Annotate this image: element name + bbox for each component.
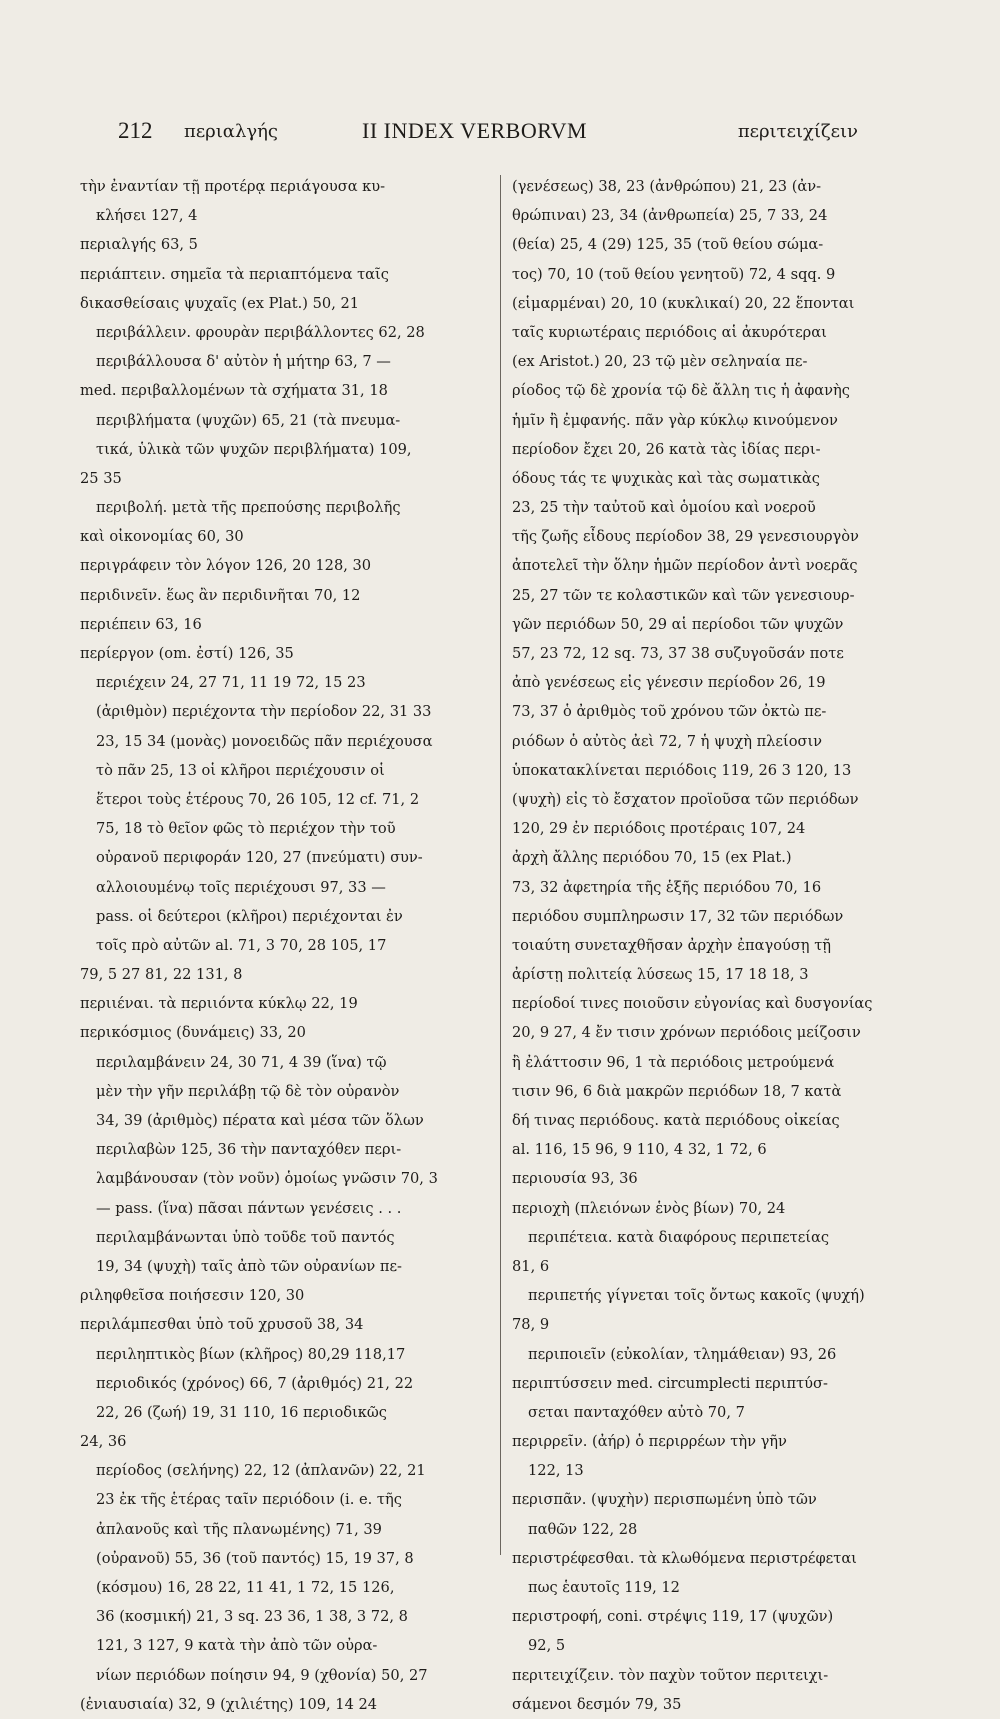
index-line: 23 ἐκ τῆς ἑτέρας ταῖν περιόδοιν (i. e. τῆς: [96, 1491, 402, 1509]
index-line: λαμβάνουσαν (τὸν νοῦν) ὁμοίως γνῶσιν 70, 3: [96, 1170, 438, 1188]
index-line: περιοδικός (χρόνος) 66, 7 (ἀριθμός) 21, 22: [96, 1374, 414, 1392]
index-line: ἀπὸ γενέσεως εἰς γένεσιν περίοδον 26, 19: [512, 674, 826, 692]
index-line: περιληπτικὸς βίων (κλῆρος) 80,29 118,17: [96, 1345, 406, 1363]
index-line: περίοδον ἔχει 20, 26 κατὰ τὰς ἰδίας περι-: [512, 440, 821, 458]
index-line: (γενέσεως) 38, 23 (ἀνθρώπου) 21, 23 (ἀν-: [512, 178, 822, 195]
index-line: 73, 37 ὁ ἀριθμὸς τοῦ χρόνου τῶν ὀκτὼ πε-: [512, 703, 827, 721]
index-line: περιλαμβάνειν 24, 30 71, 4 39 (ἵνα) τῷ: [96, 1053, 387, 1071]
index-line: περιβολή. μετὰ τῆς πρεπούσης περιβολῆς: [96, 499, 401, 517]
index-line: γῶν περιόδων 50, 29 αἱ περίοδοι τῶν ψυχῶν: [512, 615, 844, 633]
header-title: II INDEX VERBORVM: [362, 118, 588, 143]
index-line: περιστρέφεσθαι. τὰ κλωθόμενα περιστρέφεται: [512, 1549, 857, 1567]
index-line: ταῖς κυριωτέραις περιόδοις αἱ ἀκυρότεραι: [512, 323, 827, 341]
index-line: ρίοδος τῷ δὲ χρονία τῷ δὲ ἄλλη τις ἡ ἀφανὴς: [512, 382, 850, 400]
index-line: περιρρεῖν. (ἀήρ) ὁ περιρρέων τὴν γῆν: [512, 1433, 787, 1451]
index-line: περίεργον (om. ἐστί) 126, 35: [80, 645, 294, 662]
index-line: (ex Aristot.) 20, 23 τῷ μὲν σεληναία πε-: [512, 353, 808, 371]
index-line: περιλαμβάνωνται ὑπὸ τοῦδε τοῦ παντός: [96, 1228, 395, 1246]
index-line: (ψυχὴ) εἰς τὸ ἔσχατον προϊοῦσα τῶν περιόδων: [512, 790, 859, 808]
index-line: περιάπτειν. σημεῖα τὰ περιαπτόμενα ταῖς: [80, 265, 389, 283]
index-line: 121, 3 127, 9 κατὰ τὴν ἀπὸ τῶν οὐρα-: [96, 1637, 378, 1655]
index-line: περιστροφή, coni. στρέψις 119, 17 (ψυχῶν): [512, 1608, 834, 1626]
index-line: αλλοιουμένῳ τοῖς περιέχουσι 97, 33 —: [96, 878, 386, 896]
index-line: 120, 29 ἐν περιόδοις προτέραις 107, 24: [512, 820, 806, 838]
index-line: περιοχὴ (πλειόνων ἑνὸς βίων) 70, 24: [512, 1199, 786, 1217]
index-line: al. 116, 15 96, 9 110, 4 32, 1 72, 6: [512, 1141, 767, 1159]
header-last-entry: περιτειχίζειν: [737, 121, 858, 142]
index-line: ἀρχὴ ἄλλης περιόδου 70, 15 (ex Plat.): [512, 849, 792, 867]
index-line: περίοδοί τινες ποιοῦσιν εὐγονίας καὶ δυσγονίας: [512, 995, 873, 1013]
index-line: περιτειχίζειν. τὸν παχὺν τοῦτον περιτειχι-: [512, 1666, 829, 1684]
index-line: 78, 9: [512, 1316, 550, 1334]
index-line: περιπέτεια. κατὰ διαφόρους περιπετείας: [528, 1228, 830, 1246]
index-line: περιλάμπεσθαι ὑπὸ τοῦ χρυσοῦ 38, 34: [80, 1316, 364, 1334]
index-line: τοῖς πρὸ αὐτῶν al. 71, 3 70, 28 105, 17: [96, 936, 387, 954]
index-line: τὸ πᾶν 25, 13 οἱ κλῆροι περιέχουσιν οἱ: [96, 761, 385, 779]
index-line: (θεία) 25, 4 (29) 125, 35 (τοῦ θείου σώμα-: [512, 236, 824, 254]
running-head: [118, 118, 858, 154]
index-line: μὲν τὴν γῆν περιλάβῃ τῷ δὲ τὸν οὐρανὸν: [96, 1082, 400, 1100]
header-first-entry: περιαλγής: [184, 121, 278, 142]
index-line: ἡμῖν ἢ ἐμφανής. πᾶν γὰρ κύκλῳ κινούμενον: [512, 411, 838, 429]
index-line: med. περιβαλλομένων τὰ σχήματα 31, 18: [80, 382, 388, 400]
index-line: περιαλγής 63, 5: [80, 236, 198, 254]
index-line: (ἀριθμὸν) περιέχοντα τὴν περίοδον 22, 31 33: [96, 703, 432, 721]
index-line: καὶ οἰκονομίας 60, 30: [80, 528, 244, 546]
index-line: οὐρανοῦ περιφοράν 120, 27 (πνεύματι) συν-: [96, 849, 423, 867]
index-line: τῆς ζωῆς εἶδους περίοδον 38, 29 γενεσιουργὸν: [512, 528, 859, 546]
index-line: όδους τάς τε ψυχικὰς καὶ τὰς σωματικὰς: [512, 469, 820, 487]
index-line: δικασθείσαις ψυχαῖς (ex Plat.) 50, 21: [80, 294, 360, 312]
index-line: περιποιεῖν (εὐκολίαν, τλημάθειαν) 93, 26: [528, 1345, 837, 1363]
index-line: θρώπιναι) 23, 34 (ἀνθρωπεία) 25, 7 33, 24: [512, 207, 828, 225]
column-divider: [500, 175, 501, 1555]
index-line: 24, 36: [80, 1433, 127, 1451]
index-line: 25 35: [80, 469, 122, 487]
index-line: 22, 26 (ζωή) 19, 31 110, 16 περιοδικῶς: [96, 1403, 387, 1421]
index-line: 20, 9 27, 4 ἔν τισιν χρόνων περιόδοις μείζοσιν: [512, 1024, 861, 1042]
index-line: δή τινας περιόδους. κατὰ περιόδους οἰκείας: [512, 1112, 840, 1129]
index-line: 92, 5: [528, 1637, 566, 1655]
index-line: παθῶν 122, 28: [528, 1520, 638, 1538]
index-line: περιλαβὼν 125, 36 τὴν πανταχόθεν περι-: [96, 1141, 402, 1159]
index-line: 73, 32 ἀφετηρία τῆς ἑξῆς περιόδου 70, 16: [512, 878, 822, 896]
index-line: περιγράφειν τὸν λόγον 126, 20 128, 30: [80, 557, 372, 575]
index-line: περιόδου συμπληρωσιν 17, 32 τῶν περιόδων: [512, 907, 844, 925]
index-line: ἢ ἐλάττοσιν 96, 1 τὰ περιόδοις μετρούμενά: [512, 1053, 835, 1071]
index-line: ριληφθεῖσα ποιήσεσιν 120, 30: [80, 1287, 305, 1305]
index-line: (οὐρανοῦ) 55, 36 (τοῦ παντός) 15, 19 37, 8: [96, 1549, 414, 1567]
index-line: περισπᾶν. (ψυχὴν) περισπωμένη ὑπὸ τῶν: [512, 1491, 817, 1509]
index-line: τοιαύτη συνεταχθῆσαν ἀρχὴν ἐπαγούσῃ τῇ: [512, 936, 832, 954]
index-line: σάμενοι δεσμόν 79, 35: [512, 1695, 682, 1713]
index-line: περιβάλλουσα δ' αὐτὸν ἡ μήτηρ 63, 7 —: [96, 353, 391, 371]
index-line: περιουσία 93, 36: [512, 1170, 638, 1188]
index-line: ἀποτελεῖ τὴν ὅλην ἡμῶν περίοδον ἀντὶ νοερᾶς: [512, 557, 858, 575]
index-line: ἀρίστῃ πολιτείᾳ λύσεως 15, 17 18 18, 3: [512, 966, 809, 984]
index-line: περίοδος (σελήνης) 22, 12 (ἀπλανῶν) 22, 21: [96, 1462, 426, 1480]
index-line: πως ἑαυτοῖς 119, 12: [528, 1579, 680, 1596]
index-line: 25, 27 τῶν τε κολαστικῶν καὶ τῶν γενεσιουρ-: [512, 586, 855, 604]
index-line: 23, 25 τὴν ταὐτοῦ καὶ ὁμοίου καὶ νοεροῦ: [512, 499, 816, 517]
index-line: 79, 5 27 81, 22 131, 8: [80, 966, 243, 984]
index-line: περιπετής γίγνεται τοῖς ὄντως κακοῖς (ψυχή): [528, 1287, 865, 1305]
index-line: τὴν ἐναντίαν τῇ προτέρᾳ περιάγουσα κυ-: [80, 178, 386, 195]
index-line: περιβλήματα (ψυχῶν) 65, 21 (τὰ πνευμα-: [96, 411, 401, 429]
index-line: κλήσει 127, 4: [96, 207, 198, 225]
index-line: — pass. (ἵνα) πᾶσαι πάντων γενέσεις . . .: [96, 1199, 402, 1217]
index-line: τος) 70, 10 (τοῦ θείου γενητοῦ) 72, 4 sqq. 9: [512, 265, 836, 283]
index-line: 23, 15 34 (μονὰς) μονοειδῶς πᾶν περιέχουσα: [96, 732, 433, 750]
index-line: ἀπλανοῦς καὶ τῆς πλανωμένης) 71, 39: [96, 1520, 382, 1538]
index-line: σεται πανταχόθεν αὐτὸ 70, 7: [528, 1403, 745, 1421]
index-line: περιέπειν 63, 16: [80, 615, 202, 633]
index-line: τικά, ὑλικὰ τῶν ψυχῶν περιβλήματα) 109,: [96, 440, 412, 458]
index-line: (εἱμαρμέναι) 20, 10 (κυκλικαί) 20, 22 ἕπονται: [512, 294, 855, 312]
index-line: περιιέναι. τὰ περιιόντα κύκλῳ 22, 19: [80, 995, 358, 1013]
index-line: 81, 6: [512, 1257, 550, 1275]
index-line: 57, 23 72, 12 sq. 73, 37 38 συζυγοῦσάν ποτε: [512, 645, 844, 662]
index-line: 122, 13: [528, 1462, 584, 1480]
index-line: 34, 39 (ἀριθμὸς) πέρατα καὶ μέσα τῶν ὅλων: [96, 1112, 424, 1129]
index-line: 19, 34 (ψυχὴ) ταῖς ἀπὸ τῶν οὐρανίων πε-: [96, 1257, 402, 1275]
index-line: περιπτύσσειν med. circumplecti περιπτύσ-: [512, 1374, 828, 1392]
index-line: περιβάλλειν. φρουρὰν περιβάλλοντες 62, 28: [96, 323, 425, 341]
index-line: περιδινεῖν. ἕως ἂν περιδινῆται 70, 12: [80, 586, 361, 604]
index-line: περιέχειν 24, 27 71, 11 19 72, 15 23: [96, 674, 366, 692]
index-line: νίων περιόδων ποίησιν 94, 9 (χθονία) 50, 27: [96, 1666, 428, 1684]
right-column: [512, 172, 922, 1719]
index-line: 75, 18 τὸ θεῖον φῶς τὸ περιέχον τὴν τοῦ: [96, 820, 396, 838]
index-line: pass. οἱ δεύτεροι (κλῆροι) περιέχονται ἐν: [96, 907, 403, 925]
index-line: ριόδων ὁ αὐτὸς ἀεὶ 72, 7 ἡ ψυχὴ πλείοσιν: [512, 732, 823, 750]
index-line: τισιν 96, 6 διὰ μακρῶν περιόδων 18, 7 κατὰ: [512, 1082, 842, 1100]
index-line: 36 (κοσμική) 21, 3 sq. 23 36, 1 38, 3 72, 8: [96, 1608, 408, 1626]
index-line: ὑποκατακλίνεται περιόδοις 119, 26 3 120, 13: [512, 761, 852, 779]
index-line: (ἐνιαυσιαία) 32, 9 (χιλιέτης) 109, 14 24: [80, 1695, 378, 1713]
index-line: περικόσμιος (δυνάμεις) 33, 20: [80, 1024, 306, 1042]
index-line: ἕτεροι τοὺς ἑτέρους 70, 26 105, 12 cf. 71, 2: [96, 790, 420, 808]
left-column: [80, 172, 490, 1719]
page-number: 212: [118, 118, 153, 143]
index-line: (κόσμου) 16, 28 22, 11 41, 1 72, 15 126,: [96, 1579, 395, 1596]
